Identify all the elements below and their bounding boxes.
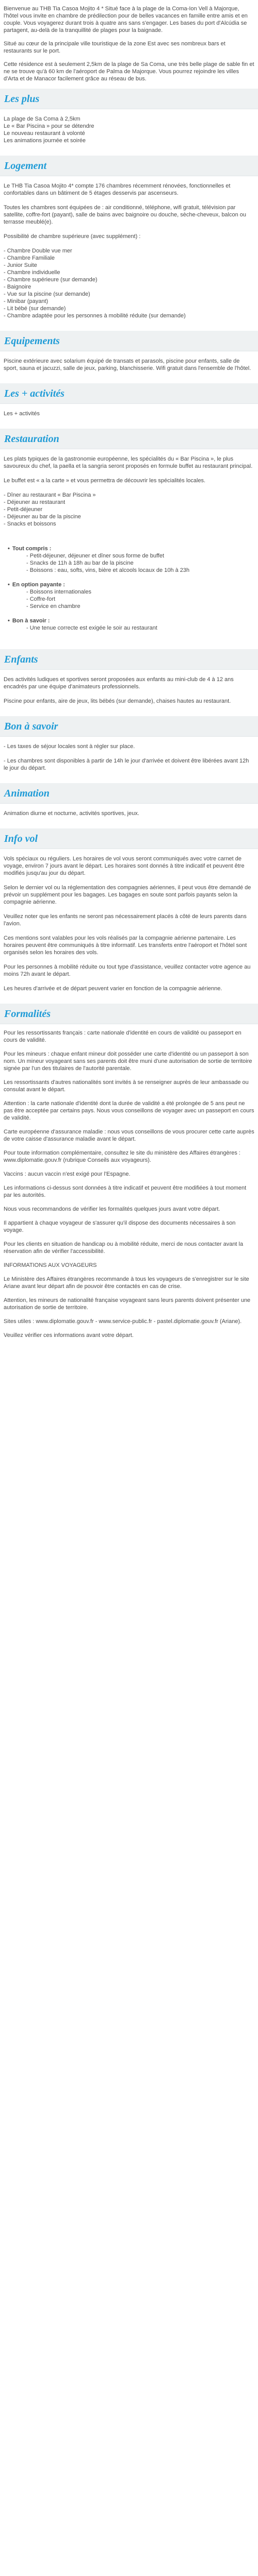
situation-text-2: Situé au cœur de la principale ville touristique de la zone Est avec ses nombreux bars et restaurants sur le port. [4, 41, 225, 54]
bullet-sub-item: - Snacks de 11h à 18h au bar de la piscine [4, 560, 254, 567]
animation-content [0, 804, 258, 828]
section-animation: Animation [0, 783, 258, 804]
bullet-group [4, 545, 254, 574]
logement-text: Toutes les chambres sont équipées de : air conditionné, téléphone, wifi gratuit, télévision par satellite, coffre-fort (payant), salle de bains avec baignoire ou douche, sèche-cheveux, balcon ou terrasse meublé(e). [4, 205, 247, 225]
bullet-sub-item: - Boissons internationales [4, 588, 254, 596]
bon-a-savoir-text: - Les taxes de séjour locales sont à régler sur place. [4, 743, 135, 750]
logement-option: - Lit bébé (sur demande) [4, 306, 66, 312]
formalites-content [0, 1024, 258, 1354]
formalites-text: Pour les clients en situation de handicap ou à mobilité réduite, merci de nous contacter avant la réservation afin de vérifier l'accessibilité. [4, 1241, 244, 1255]
logement-option: - Vue sur la piscine (sur demande) [4, 291, 90, 297]
bullet-sub-item: - Coffre-fort [4, 596, 254, 603]
formalites-text: Nous vous recommandons de vérifier les formalités quelques jours avant votre départ. [4, 1206, 220, 1212]
info-vol-text: Veuillez noter que les enfants ne seront pas nécessairement placés à côté de leurs parents dans l'avion. [4, 913, 247, 927]
bullet-group [4, 581, 254, 610]
formalites-text: Pour toute information complémentaire, consultez le site du ministère des Affaires étrangères : www.diplomatie.gouv.fr (rubrique Conseils aux voyageurs). [4, 1150, 240, 1163]
logement-content [0, 176, 258, 331]
logement-option: - Baignoire [4, 284, 31, 290]
les-plus-item: Le nouveau restaurant à volonté [4, 130, 85, 137]
info-vol-text: Vols spéciaux ou réguliers. Les horaires de vol vous seront communiqués avec votre carnet de voyage, environ 7 jours avant le départ. Les horaires sont donnés à titre indicatif et peuvent être modifiés jusqu'au jour du départ. [4, 856, 245, 876]
bon-a-savoir-content [0, 737, 258, 783]
section-bon-a-savoir: Bon à savoir [0, 716, 258, 737]
enfants-text: Piscine pour enfants, aire de jeux, lits bébés (sur demande), chaises hautes au restaurant. [4, 698, 231, 704]
logement-option: - Chambre Familiale [4, 255, 55, 261]
bullet-sub-item: - Une tenue correcte est exigée le soir au restaurant [4, 624, 254, 632]
logement-options-title: Possibilité de chambre supérieure (avec supplément) : [4, 233, 141, 240]
bullet-group-title: • Tout compris : [4, 545, 254, 552]
restauration-item: - Dîner au restaurant « Bar Piscina » [4, 492, 96, 498]
formula-bullets [0, 539, 258, 649]
enfants-content [0, 670, 258, 716]
info-vol-text: Selon le dernier vol ou la réglementation des compagnies aériennes, il peut vous être demandé de prévoir un supplément pour les bagages. Les bagages en soute sont parfois payants selon la compagnie aérienne. [4, 885, 251, 905]
bullet-group-title: • En option payante : [4, 581, 254, 588]
formalites-text: Attention : la carte nationale d'identité dont la durée de validité a été prolongée de 5 ans peut ne pas être acceptée par certains pays. Nous vous conseillons de voyager avec un passeport en cours de validité. [4, 1100, 254, 1121]
logement-option: - Chambre Double vue mer [4, 248, 72, 254]
logement-text: Le THB Tia Casoa Mojito 4* compte 176 chambres récemment rénovées, fonctionnelles et confortables dans un bâtiment de 5 étages desservis par ascenseurs. [4, 183, 231, 196]
section-equipements: Equipements [0, 331, 258, 351]
formalites-text: Vaccins : aucun vaccin n'est exigé pour l'Espagne. [4, 1171, 131, 1177]
situation-text-1: Bienvenue au THB Tia Casoa Mojito 4 * Situé face à la plage de la Coma-Ion Vell à Majorque, l'hôtel vous invite en chambre de prédilection pour de belles vacances en famille entre amis et en couple. Vous voyagerez durant trois à quatre ans sans s'engager. Les bases du port d'Alcúdia se partagent, au-delà de la tranquillité de plages pour la baignade. [4, 6, 248, 33]
logement-option: - Chambre individuelle [4, 269, 60, 276]
restauration-item: - Snacks et boissons [4, 521, 56, 527]
bullet-group [4, 617, 254, 632]
formalites-text: Les ressortissants d'autres nationalités sont invités à se renseigner auprès de leur ambassade ou consulat avant le départ. [4, 1079, 249, 1093]
formalites-text: Il appartient à chaque voyageur de s'assurer qu'il dispose des documents nécessaires à son voyage. [4, 1220, 236, 1233]
formalites-text: Carte européenne d'assurance maladie : nous vous conseillons de vous procurer cette carte auprès de votre caisse d'assurance maladie avant le départ. [4, 1129, 254, 1142]
formalites-subheading: INFORMATIONS AUX VOYAGEURS [4, 1262, 97, 1268]
animation-text: Animation diurne et nocturne, activités sportives, jeux. [4, 810, 139, 817]
bullet-sub-item: - Boissons : eau, softs, vins, bière et alcools locaux de 10h à 23h [4, 567, 254, 574]
info-vol-content [0, 849, 258, 1004]
bon-a-savoir-text: - Les chambres sont disponibles à partir de 14h le jour d'arrivée et doivent être libérées avant 12h le jour du départ. [4, 758, 249, 771]
restauration-content [0, 449, 258, 539]
logement-option: - Junior Suite [4, 262, 37, 268]
formalites-text: Sites utiles : www.diplomatie.gouv.fr - www.service-public.fr - pastel.diplomatie.gouv.fr (Ariane). [4, 1318, 242, 1325]
les-plus-item: La plage de Sa Coma à 2,5km [4, 116, 80, 122]
section-restauration: Restauration [0, 429, 258, 449]
equipements-text: Piscine extérieure avec solarium équipé de transats et parasols, piscine pour enfants, salle de sport, sauna et jacuzzi, salle de jeux, parking, blanchisserie. Wifi gratuit dans l'ensemble de l'hôtel. [4, 358, 251, 371]
activites-content [0, 404, 258, 429]
section-activites: Les + activités [0, 383, 258, 404]
formalites-text: Les informations ci-dessus sont données à titre indicatif et peuvent être modifiées à tout moment par les autorités. [4, 1185, 247, 1198]
formalites-text: Pour les mineurs : chaque enfant mineur doit posséder une carte d'identité ou un passeport à son nom. Un mineur voyageant sans ses parents doit être muni d'une autorisation de sortie de territoire signée par l'un des titulaires de l'autorité parentale. [4, 1051, 252, 1072]
section-formalites: Formalités [0, 1004, 258, 1024]
les-plus-content [0, 109, 258, 156]
bullet-group-title: • Bon à savoir : [4, 617, 254, 624]
formalites-text: Pour les ressortissants français : carte nationale d'identité en cours de validité ou passeport en cours de validité. [4, 1030, 241, 1043]
restauration-text: Les plats typiques de la gastronomie européenne, les spécialités du « Bar Piscina », le plus savoureux du chef, la paella et la sangria seront proposés en formule buffet au restaurant principal. [4, 456, 253, 469]
formalites-text: Le Ministère des Affaires étrangères recommande à tous les voyageurs de s'enregistrer sur le site Ariane avant leur départ afin de pouvoir être contactés en cas de crise. [4, 1276, 249, 1290]
les-plus-item: Les animations journée et soirée [4, 138, 86, 144]
section-enfants: Enfants [0, 649, 258, 670]
restauration-item: - Déjeuner au bar de la piscine [4, 514, 81, 520]
formalites-text: Attention, les mineurs de nationalité française voyageant sans leurs parents doivent présenter une autorisation de sortie de territoire. [4, 1297, 251, 1311]
equipements-content [0, 351, 258, 383]
situation-block [0, 0, 258, 82]
restauration-item: - Petit-déjeuner [4, 506, 43, 513]
logement-option: - Minibar (payant) [4, 298, 49, 304]
info-vol-text: Pour les personnes à mobilité réduite ou tout type d'assistance, veuillez contacter votre agence au moins 72h avant le départ. [4, 964, 251, 977]
info-vol-text: Les heures d'arrivée et de départ peuvent varier en fonction de la compagnie aérienne. [4, 986, 222, 992]
enfants-text: Des activités ludiques et sportives seront proposées aux enfants au mini-club de 4 à 12 ans encadrés par une équipe d'animateurs professionnels. [4, 676, 234, 690]
restauration-item: - Déjeuner au restaurant [4, 499, 66, 505]
section-info-vol: Info vol [0, 828, 258, 849]
activites-text: Les + activités [4, 411, 40, 417]
bullet-sub-item: - Petit-déjeuner, déjeuner et dîner sous forme de buffet [4, 552, 254, 560]
logement-option: - Chambre supérieure (sur demande) [4, 277, 98, 283]
les-plus-item: Le « Bar Piscina » pour se détendre [4, 123, 94, 129]
situation-text-3: Cette résidence est à seulement 2,5km de la plage de Sa Coma, une très belle plage de sable fin et ne se trouve qu'à 60 km de l'aéroport de Palma de Majorque. Vous pourrez rejoindre les villes d'Arta et de Manacor facilement grâce au réseau de bus. [4, 61, 254, 82]
info-vol-text: Ces mentions sont valables pour les vols réalisés par la compagnie aérienne partenaire. Les horaires peuvent être communiqués à titre informatif. Les transferts entre l'aéroport et l'hôtel sont organisés selon les horaires des vols. [4, 935, 247, 956]
formalites-text: Veuillez vérifier ces informations avant votre départ. [4, 1332, 134, 1338]
section-logement: Logement [0, 156, 258, 176]
restauration-text: Le buffet est « a la carte » et vous permettra de découvrir les spécialités locales. [4, 478, 206, 484]
logement-option: - Chambre adaptée pour les personnes à mobilité réduite (sur demande) [4, 313, 186, 319]
section-les-plus: Les plus [0, 89, 258, 109]
bullet-sub-item: - Service en chambre [4, 603, 254, 610]
